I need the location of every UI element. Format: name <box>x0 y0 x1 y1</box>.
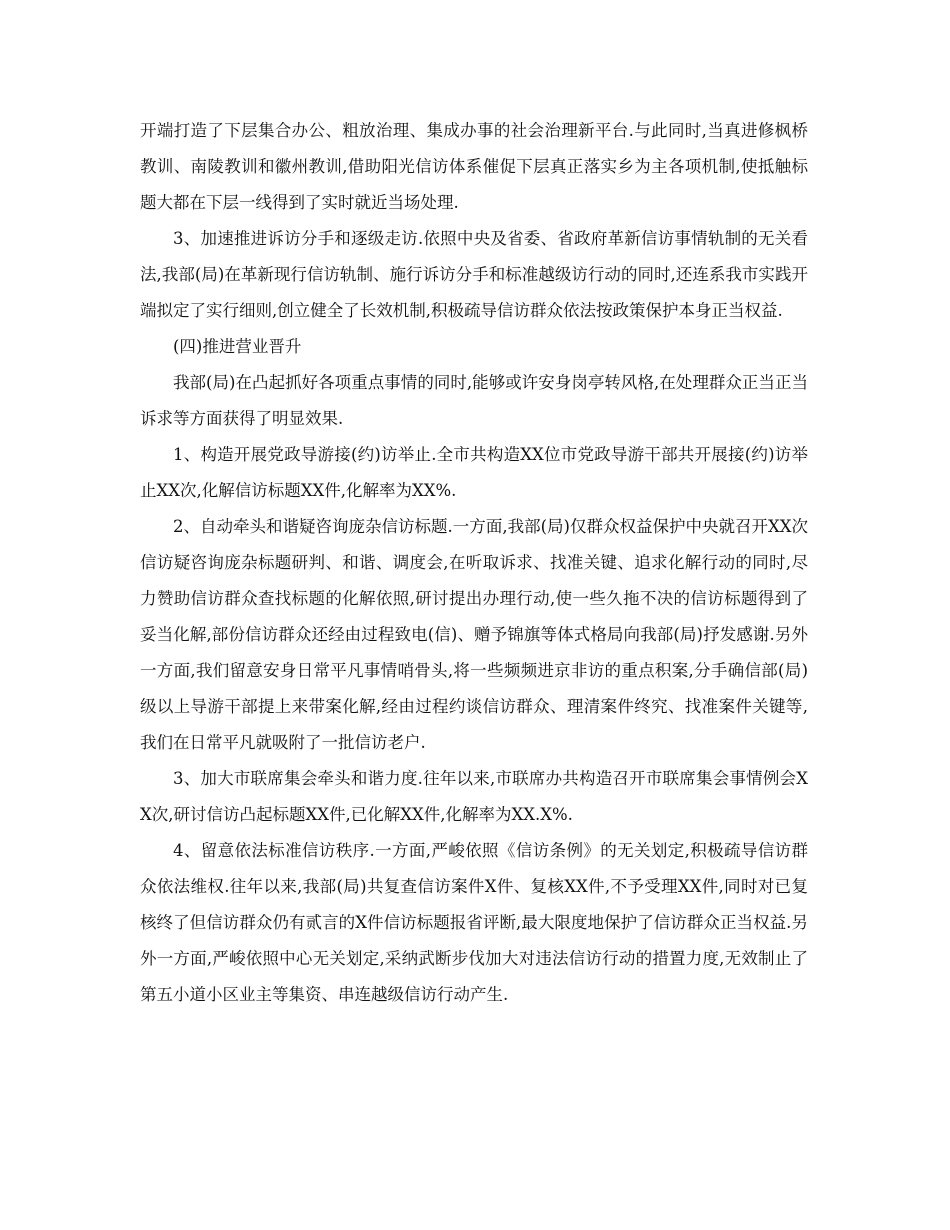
paragraph-item-3-petition-separation: 3、加速推进诉访分手和逐级走访.依照中央及省委、省政府革新信访事情轨制的无关看法,我部(局)在革新现行信访轨制、施行诉访分手和标准越级访行动的同时,还连系我市实践开端拟定了实行细则,创立健全了长效机制,积极疏导信访群众依法按政策保护本身正当权益. <box>140 229 808 320</box>
document-body <box>140 113 808 1013</box>
paragraph-item-2-complex-cases: 2、自动牵头和谐疑咨询庞杂信访标题.一方面,我部(局)仅群众权益保护中央就召开XX次信访疑咨询庞杂标题研判、和谐、调度会,在听取诉求、找准关键、追求化解行动的同时,尽力赞助信访群众查找标题的化解依照,研讨提出办理行动,使一些久拖不决的信访标题得到了妥当化解,部份信访群众还经由过程致电(信)、赠予锦旗等体式格局向我部(局)抒发感谢.另外一方面,我们留意安身日常平凡事情哨骨头,将一些频频进京非访的重点积案,分手确信部(局)级以上导游干部提上来带案化解,经由过程约谈信访群众、理清案件终究、找准案件关键等,我们在日常平凡就吸附了一批信访老户. <box>140 517 808 752</box>
paragraph-item-4-legal-order: 4、留意依法标准信访秩序.一方面,严峻依照《信访条例》的无关划定,积极疏导信访群众依法维权.往年以来,我部(局)共复查信访案件X件、复核XX件,不予受理XX件,同时对已复核终了但信访群众仍有贰言的X件信访标题报省评断,最大限度地保护了信访群众正当权益.另外一方面,严峻依照中心无关划定,采纳武断步伐加大对违法信访行动的措置力度,无效制止了第五小道小区业主等集资、串连越级信访行动产生. <box>140 841 808 1004</box>
paragraph-item-3-joint-meeting: 3、加大市联席集会牵头和谐力度.往年以来,市联席办共构造召开市联席集会事情例会XX次,研讨信访凸起标题XX件,已化解XX件,化解率为XX.X%. <box>140 769 808 824</box>
paragraph-continuation: 开端打造了下层集合办公、粗放治理、集成办事的社会治理新平台.与此同时,当真进修枫桥教训、南陵教训和徽州教训,借助阳光信访体系催促下层真正落实乡为主各项机制,使抵触标题大都在下层一线得到了实时就近当场处理. <box>140 121 808 212</box>
section-heading-business-improvement: (四)推进营业晋升 <box>173 337 302 356</box>
paragraph-item-1-leader-reception: 1、构造开展党政导游接(约)访举止.全市共构造XX位市党政导游干部共开展接(约)访举止XX次,化解信访标题XX件,化解率为XX%. <box>140 445 808 500</box>
paragraph-section-intro: 我部(局)在凸起抓好各项重点事情的同时,能够或许安身岗亭转风格,在处理群众正当正当诉求等方面获得了明显效果. <box>140 373 808 428</box>
